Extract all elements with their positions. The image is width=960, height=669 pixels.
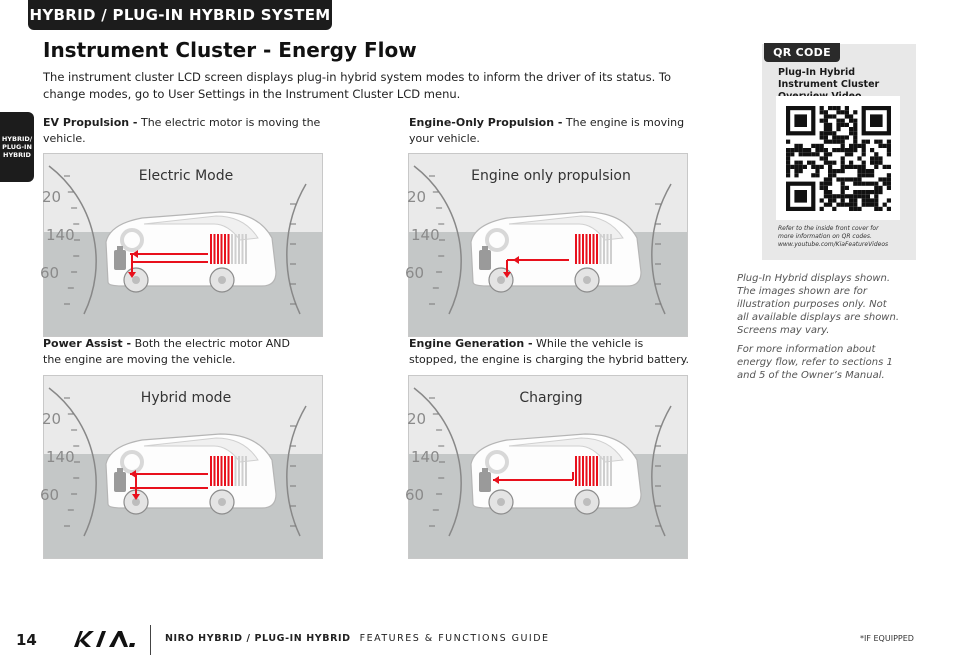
footer-model: NIRO HYBRID / PLUG-IN HYBRID — [165, 633, 351, 644]
intro-text: The instrument cluster LCD screen displays plug-in hybrid system modes to inform the driver of its status. To change modes, go to User Settings in the Instrument Cluster LCD menu. — [43, 70, 672, 101]
gauge-tick-label: 20 — [42, 188, 62, 206]
gauge-tick-label: 140 — [411, 226, 440, 244]
gauge-tick-label: 60 — [405, 264, 425, 282]
note-line: and 5 of the Owner’s Manual. — [737, 370, 885, 381]
caption-power-assist — [43, 336, 308, 368]
gauge-tick-label: 60 — [40, 486, 60, 504]
gauge-tick-label: 140 — [46, 226, 75, 244]
caption-heading: Power Assist - — [43, 337, 132, 350]
qr-code[interactable] — [776, 96, 900, 220]
gauge-tick-label: 60 — [40, 264, 60, 282]
caption-heading: Engine Generation - — [409, 337, 533, 350]
kia-logo — [72, 628, 138, 654]
qr-badge-label: QR CODE — [773, 46, 831, 59]
qr-badge — [764, 43, 840, 62]
qr-note-line: more information on QR codes. — [778, 233, 872, 240]
cluster-screen-electric — [40, 153, 323, 337]
gauge-tick-label: 60 — [405, 486, 425, 504]
qr-title: Plug-In Hybrid Instrument Cluster — [778, 67, 880, 90]
side-tab-line: PLUG-IN — [2, 143, 32, 151]
kia-logo-icon — [72, 628, 138, 650]
footer-guide-title — [165, 633, 550, 644]
note-line: The images shown are for — [737, 286, 867, 297]
displays-note — [737, 272, 921, 337]
gauge-tick-label: 140 — [46, 448, 75, 466]
caption-heading: EV Propulsion - — [43, 116, 138, 129]
gauge-tick-label: 140 — [411, 448, 440, 466]
note-line: illustration purposes only. Not — [737, 299, 887, 310]
footer-guide: FEATURES & FUNCTIONS GUIDE — [359, 633, 550, 644]
footer-divider — [150, 625, 151, 655]
section-tab-label: HYBRID / PLUG-IN HYBRID SYSTEM — [29, 6, 331, 24]
note-line: energy flow, refer to sections 1 — [737, 357, 893, 368]
cluster-screen-engine — [405, 153, 688, 337]
gauge-tick-label: 20 — [407, 410, 427, 428]
caption-body: The engine is moving your vehicle. — [409, 116, 685, 145]
section-tab — [28, 0, 332, 30]
note-line: For more information about — [737, 344, 876, 355]
side-section-tab — [0, 112, 34, 182]
mode-title: Engine only propulsion — [471, 168, 631, 184]
mode-title: Charging — [519, 390, 583, 406]
note-line: Screens may vary. — [737, 325, 830, 336]
caption-body: While the vehicle is stopped, the engine is charging the hybrid battery. — [409, 337, 690, 366]
mode-title: Electric Mode — [138, 168, 234, 184]
footnote: *IF EQUIPPED — [860, 634, 914, 643]
cluster-screen-charging — [405, 375, 688, 559]
side-tab-line: HYBRID/ — [1, 135, 33, 143]
gauge-tick-label: 20 — [42, 410, 62, 428]
caption-heading: Engine-Only Propulsion - — [409, 116, 563, 129]
caption-body: The electric motor is moving the vehicle. — [43, 116, 321, 145]
caption-engine-only — [409, 115, 699, 147]
manual-note — [737, 343, 921, 382]
caption-engine-generation — [409, 336, 694, 368]
note-line: Plug-In Hybrid displays shown. — [737, 273, 891, 284]
qr-note-line: Refer to the inside front cover for — [778, 225, 879, 232]
qr-code-graphic — [776, 96, 900, 220]
caption-ev-propulsion — [43, 115, 333, 147]
gauge-tick-label: 20 — [407, 188, 427, 206]
page-title: Instrument Cluster - Energy Flow — [43, 38, 417, 62]
page-number: 14 — [16, 631, 37, 649]
caption-body: Both the electric motor AND the engine are moving the vehicle. — [43, 337, 290, 366]
side-tab-line: HYBRID — [3, 151, 31, 159]
cluster-screen-hybrid — [40, 375, 323, 559]
qr-note-link[interactable]: www.youtube.com/KiaFeatureVideos — [778, 241, 889, 248]
mode-title: Hybrid mode — [140, 390, 232, 406]
qr-note — [778, 225, 914, 249]
note-line: all available displays are shown. — [737, 312, 900, 323]
